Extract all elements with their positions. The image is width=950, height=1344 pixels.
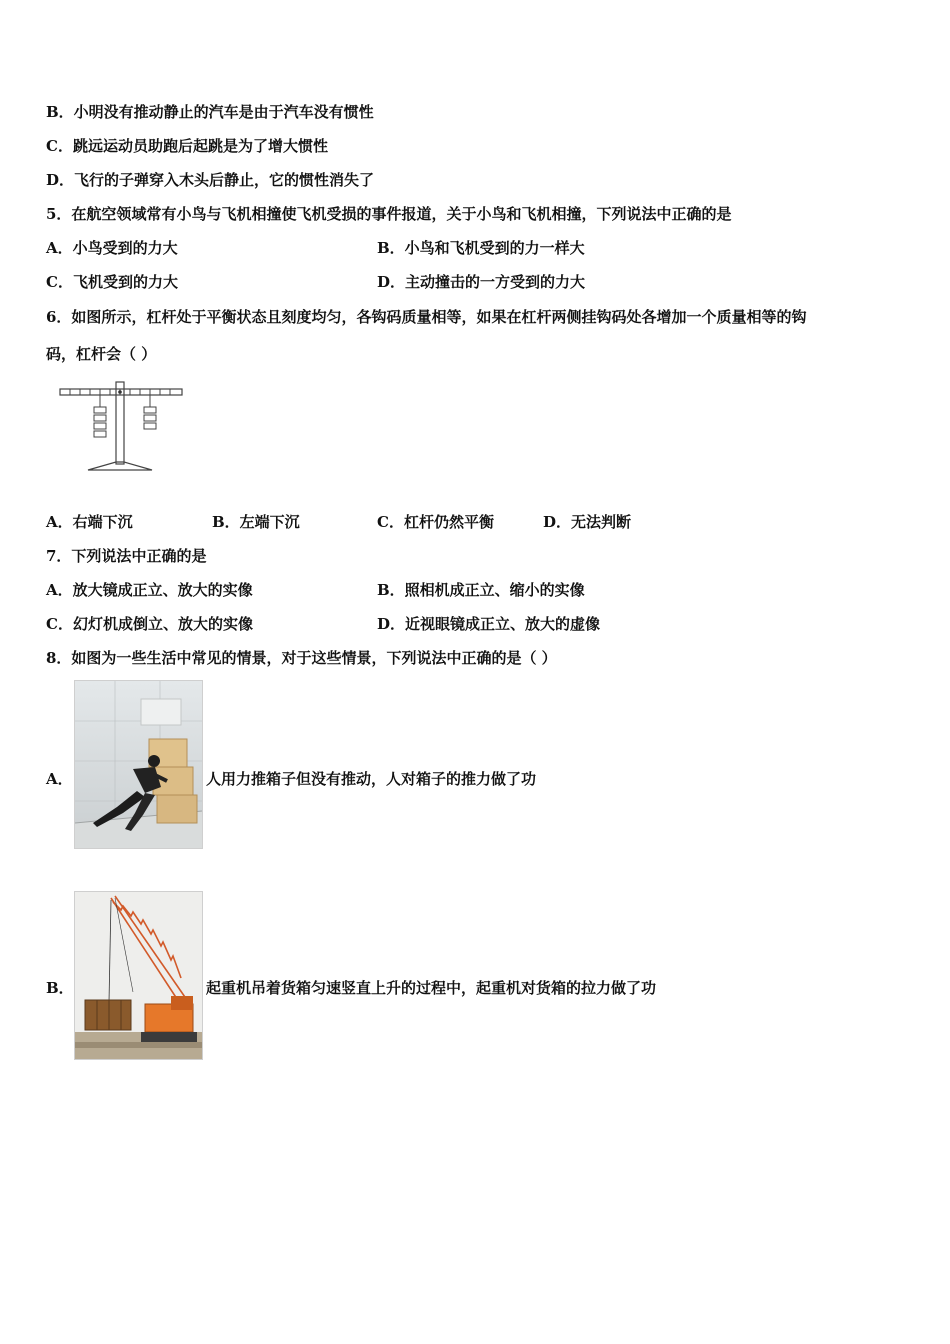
lever-diagram [56,378,188,476]
crane-photo [74,891,203,1060]
q5-option-b: B．小鸟和飞机受到的力一样大 [377,239,585,257]
q6-option-b: B．左端下沉 [212,513,300,531]
q5-stem: 5．在航空领域常有小鸟与飞机相撞使飞机受损的事件报道，关于小鸟和飞机相撞，下列说法中正确的是 [46,205,732,223]
q7-option-b: B．照相机成正立、缩小的实像 [377,581,585,599]
q5-option-a: A．小鸟受到的力大 [46,239,178,257]
q4-option-b: B．小明没有推动静止的汽车是由于汽车没有惯性 [46,103,374,121]
q6-stem-line1: 6．如图所示，杠杆处于平衡状态且刻度均匀，各钩码质量相等，如果在杠杆两侧挂钩码处各增加一个质量相等的钩 [46,308,807,326]
q6-option-c: C．杠杆仍然平衡 [377,513,494,531]
q8-option-a-label: A． [46,770,73,788]
q8-option-a-text: 人用力推箱子但没有推动，人对箱子的推力做了功 [206,770,537,788]
pushing-box-photo [74,680,203,849]
q4-option-d: D．飞行的子弹穿入木头后静止，它的惯性消失了 [46,171,375,189]
q6-stem-line2: 码，杠杆会（ ） [46,345,157,363]
q6-option-d: D．无法判断 [543,513,632,531]
q7-option-d: D．近视眼镜成正立、放大的虚像 [377,615,601,633]
q4-option-c: C．跳远运动员助跑后起跳是为了增大惯性 [46,137,328,155]
q8-stem: 8．如图为一些生活中常见的情景，对于这些情景，下列说法中正确的是（ ） [46,649,557,667]
q7-option-c: C．幻灯机成倒立、放大的实像 [46,615,253,633]
q5-option-c: C．飞机受到的力大 [46,273,178,291]
q6-option-a: A．右端下沉 [46,513,133,531]
q7-stem: 7．下列说法中正确的是 [46,547,207,565]
q8-option-b-label: B． [46,979,74,997]
q7-option-a: A．放大镜成正立、放大的实像 [46,581,253,599]
q8-option-b-text: 起重机吊着货箱匀速竖直上升的过程中，起重机对货箱的拉力做了功 [206,979,657,997]
q5-option-d: D．主动撞击的一方受到的力大 [377,273,586,291]
